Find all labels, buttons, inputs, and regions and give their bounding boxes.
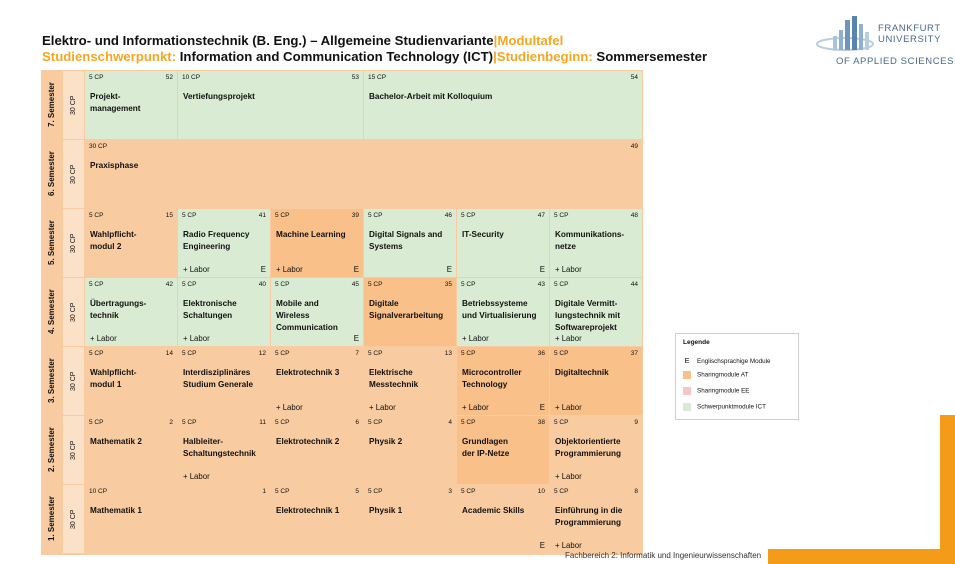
module-cell (364, 278, 456, 346)
module-name: Mathematik 2 (90, 437, 142, 446)
module-cp: 10 CP (182, 74, 201, 81)
module-cp: 5 CP (461, 419, 476, 426)
module-cell (271, 347, 363, 415)
module-english-marker: E (353, 265, 359, 274)
module-cp: 5 CP (89, 281, 104, 288)
semester-cp: 30 CP (63, 347, 84, 415)
decorative-bar-vertical (940, 415, 955, 549)
module-cell (178, 416, 270, 484)
module-cell (85, 485, 270, 553)
module-english-marker: E (539, 265, 545, 274)
module-cp: 5 CP (368, 488, 383, 495)
module-name: Betriebssysteme und Virtualisierung (462, 299, 537, 320)
module-cp: 5 CP (461, 350, 476, 357)
legend-label: Sharingmodule AT (697, 371, 749, 379)
module-cp: 5 CP (89, 212, 104, 219)
legend-item-ee (683, 387, 750, 395)
module-name: Elektrotechnik 3 (276, 368, 340, 377)
module-number: 14 (165, 350, 173, 357)
module-english-marker: E (539, 403, 545, 412)
legend-swatch-ee (683, 387, 691, 395)
module-name: Kommunikations- netze (555, 230, 625, 251)
module-cp: 5 CP (89, 74, 104, 81)
semester-cp: 30 CP (63, 140, 84, 208)
module-name: Elektronische Schaltungen (183, 299, 237, 320)
module-name: Grundlagen der IP-Netze (462, 437, 510, 458)
module-cell (271, 485, 363, 553)
module-number: 40 (258, 281, 266, 288)
module-name: Physik 1 (369, 506, 403, 515)
module-name: Machine Learning (276, 230, 346, 239)
module-cell (550, 347, 642, 415)
module-name: Elektrotechnik 2 (276, 437, 340, 446)
module-labor: + Labor (183, 472, 210, 481)
module-cell (178, 71, 363, 139)
semester-label: 3. Semester (42, 347, 62, 415)
subtitle-separator: | (493, 49, 497, 64)
module-name: Radio Frequency Engineering (183, 230, 250, 251)
module-cell (271, 278, 363, 346)
module-cp: 30 CP (89, 143, 108, 150)
module-cp: 5 CP (182, 212, 197, 219)
module-name: Wahlpflicht- modul 2 (90, 230, 137, 251)
semester-label: 7. Semester (42, 71, 62, 139)
module-name: Elektrische Messtechnik (369, 368, 419, 389)
module-english-marker: E (353, 334, 359, 343)
module-number: 11 (259, 419, 266, 426)
module-cell (550, 416, 642, 484)
module-labor: + Labor (462, 403, 489, 412)
module-cell (457, 485, 549, 553)
module-number: 52 (165, 74, 173, 81)
subtitle-main-2: Sommersemester (592, 49, 708, 64)
subtitle-main-1: Information and Communication Technology (ICT) (176, 49, 494, 64)
semester-cp: 30 CP (63, 416, 84, 484)
module-cp: 10 CP (89, 488, 108, 495)
module-number: 53 (351, 74, 359, 81)
page-subtitle (42, 49, 707, 64)
module-cell (178, 347, 270, 415)
legend-swatch-at (683, 371, 691, 379)
module-cp: 5 CP (368, 350, 383, 357)
module-english-marker: E (539, 541, 545, 550)
logo-text (878, 23, 941, 45)
module-english-marker: E (446, 265, 452, 274)
module-number: 5 (355, 488, 359, 495)
module-name: Digitale Vermitt- lungstechnik mit Softwareprojekt (555, 299, 621, 332)
module-name: Elektrotechnik 1 (276, 506, 340, 515)
module-number: 15 (165, 212, 173, 219)
logo-line-1: FRANKFURT (878, 23, 941, 34)
title-separator: | (493, 33, 498, 48)
module-labor: + Labor (183, 334, 210, 343)
semester-cp: 30 CP (63, 71, 84, 139)
module-cell (457, 416, 549, 484)
module-cp: 5 CP (182, 419, 197, 426)
module-cp: 5 CP (89, 419, 104, 426)
module-name: Mathematik 1 (90, 506, 142, 515)
legend-label: Schwerpunktmodule ICT (697, 403, 766, 411)
module-name: Physik 2 (369, 437, 403, 446)
module-number: 1 (262, 488, 266, 495)
module-cell (178, 209, 270, 277)
module-cell (550, 278, 642, 346)
module-cell (85, 416, 177, 484)
module-cell (364, 485, 456, 553)
module-cell (271, 416, 363, 484)
module-number: 13 (444, 350, 452, 357)
module-name: Übertragungs- technik (90, 299, 147, 320)
module-number: 44 (630, 281, 638, 288)
module-cp: 5 CP (461, 488, 476, 495)
module-cell (364, 347, 456, 415)
legend (675, 333, 799, 420)
module-number: 12 (258, 350, 266, 357)
module-labor: + Labor (276, 403, 303, 412)
module-name: Digital Signals and Systems (369, 230, 443, 251)
module-cell (457, 278, 549, 346)
module-number: 37 (630, 350, 638, 357)
legend-item-english (683, 356, 771, 365)
module-number: 39 (351, 212, 359, 219)
module-cell (364, 209, 456, 277)
module-labor: + Labor (369, 403, 396, 412)
module-number: 47 (537, 212, 545, 219)
module-cp: 5 CP (275, 488, 290, 495)
module-cp: 5 CP (368, 419, 383, 426)
module-cell (178, 278, 270, 346)
semester-cp: 30 CP (63, 278, 84, 346)
legend-marker-e: E (684, 356, 690, 365)
module-labor: + Labor (462, 334, 489, 343)
semester-label: 5. Semester (42, 209, 62, 277)
subtitle-accent-1: Studienschwerpunkt: (42, 49, 177, 64)
module-cp: 5 CP (461, 281, 476, 288)
module-number: 49 (630, 143, 638, 150)
module-name: Digitale Signalverarbeitung (369, 299, 444, 320)
legend-label: Englischsprachige Module (697, 358, 771, 365)
module-number: 8 (634, 488, 638, 495)
module-number: 45 (351, 281, 359, 288)
module-name: Academic Skills (462, 506, 525, 515)
module-cp: 5 CP (182, 350, 197, 357)
module-labor: + Labor (555, 265, 582, 274)
module-labor: + Labor (183, 265, 210, 274)
semester-label: 2. Semester (42, 416, 62, 484)
module-cell (85, 278, 177, 346)
module-name: Interdisziplinäres Studium Generale (183, 368, 254, 389)
module-number: 4 (448, 419, 452, 426)
module-cp: 5 CP (89, 350, 104, 357)
module-cp: 5 CP (275, 419, 290, 426)
module-cp: 5 CP (182, 281, 197, 288)
module-cell (457, 209, 549, 277)
module-name: Mobile and Wireless Communication (276, 299, 338, 332)
module-cell (550, 485, 642, 553)
module-name: IT-Security (462, 230, 504, 239)
module-number: 38 (537, 419, 545, 426)
module-name: Bachelor-Arbeit mit Kolloquium (369, 92, 493, 101)
title-accent: Modultafel (497, 33, 564, 48)
module-number: 10 (537, 488, 545, 495)
legend-item-at (683, 371, 748, 379)
module-labor: + Labor (555, 472, 582, 481)
module-labor: + Labor (555, 334, 582, 343)
module-number: 35 (444, 281, 452, 288)
module-cell (271, 209, 363, 277)
module-name: Vertiefungsprojekt (183, 92, 255, 101)
semester-label: 6. Semester (42, 140, 62, 208)
module-name: Projekt- management (90, 92, 141, 113)
module-number: 41 (258, 212, 266, 219)
legend-item-ict (683, 403, 766, 411)
module-english-marker: E (260, 265, 266, 274)
module-number: 42 (165, 281, 173, 288)
module-table (41, 70, 643, 555)
module-cp: 5 CP (275, 281, 290, 288)
module-name: Microcontroller Technology (462, 368, 522, 389)
legend-title: Legende (683, 339, 710, 346)
module-name: Einführung in die Programmierung (555, 506, 623, 527)
module-number: 2 (169, 419, 173, 426)
page-title (42, 33, 563, 48)
module-cell (85, 71, 177, 139)
module-cell (85, 347, 177, 415)
module-cp: 5 CP (461, 212, 476, 219)
semester-label: 1. Semester (42, 485, 62, 553)
semester-cp: 30 CP (63, 209, 84, 277)
module-number: 3 (448, 488, 452, 495)
logo-line-2: UNIVERSITY (878, 34, 942, 45)
semester-label: 4. Semester (42, 278, 62, 346)
module-cell (364, 71, 642, 139)
module-cp: 5 CP (554, 419, 569, 426)
module-number: 7 (355, 350, 359, 357)
module-cp: 5 CP (554, 281, 569, 288)
module-cp: 5 CP (554, 212, 569, 219)
module-cp: 5 CP (554, 488, 569, 495)
module-cp: 15 CP (368, 74, 387, 81)
semester-cp: 30 CP (63, 485, 84, 553)
module-cell (85, 209, 177, 277)
logo-subtext: OF APPLIED SCIENCES (836, 56, 955, 67)
module-name: Praxisphase (90, 161, 139, 170)
module-labor: + Labor (555, 403, 582, 412)
module-labor: + Labor (555, 541, 582, 550)
module-number: 6 (355, 419, 359, 426)
title-main: Elektro- und Informationstechnik (B. Eng.) – Allgemeine Studienvariante (42, 33, 494, 48)
module-cell (550, 209, 642, 277)
module-cell (364, 416, 456, 484)
module-cp: 5 CP (554, 350, 569, 357)
module-cp: 5 CP (275, 212, 290, 219)
module-number: 36 (537, 350, 545, 357)
module-name: Wahlpflicht- modul 1 (90, 368, 137, 389)
legend-label: Sharingmodule EE (697, 387, 750, 395)
module-number: 46 (444, 212, 452, 219)
module-number: 43 (537, 281, 545, 288)
legend-swatch-ict (683, 403, 691, 411)
module-name: Digitaltechnik (555, 368, 609, 377)
module-cp: 5 CP (368, 281, 383, 288)
module-labor: + Labor (90, 334, 117, 343)
module-number: 54 (630, 74, 638, 81)
module-cell (457, 347, 549, 415)
module-name: Halbleiter- Schaltungstechnik (183, 437, 256, 458)
decorative-bar-horizontal (768, 549, 955, 564)
module-cp: 5 CP (368, 212, 383, 219)
module-number: 9 (634, 419, 638, 426)
module-number: 48 (630, 212, 638, 219)
module-labor: + Labor (276, 265, 303, 274)
module-name: Objektorientierte Programmierung (555, 437, 621, 458)
module-cp: 5 CP (275, 350, 290, 357)
module-cell (85, 140, 642, 208)
subtitle-accent-2: Studienbeginn: (496, 49, 593, 64)
footer-text: Fachbereich 2: Informatik und Ingenieurwissenschaften (565, 551, 762, 560)
